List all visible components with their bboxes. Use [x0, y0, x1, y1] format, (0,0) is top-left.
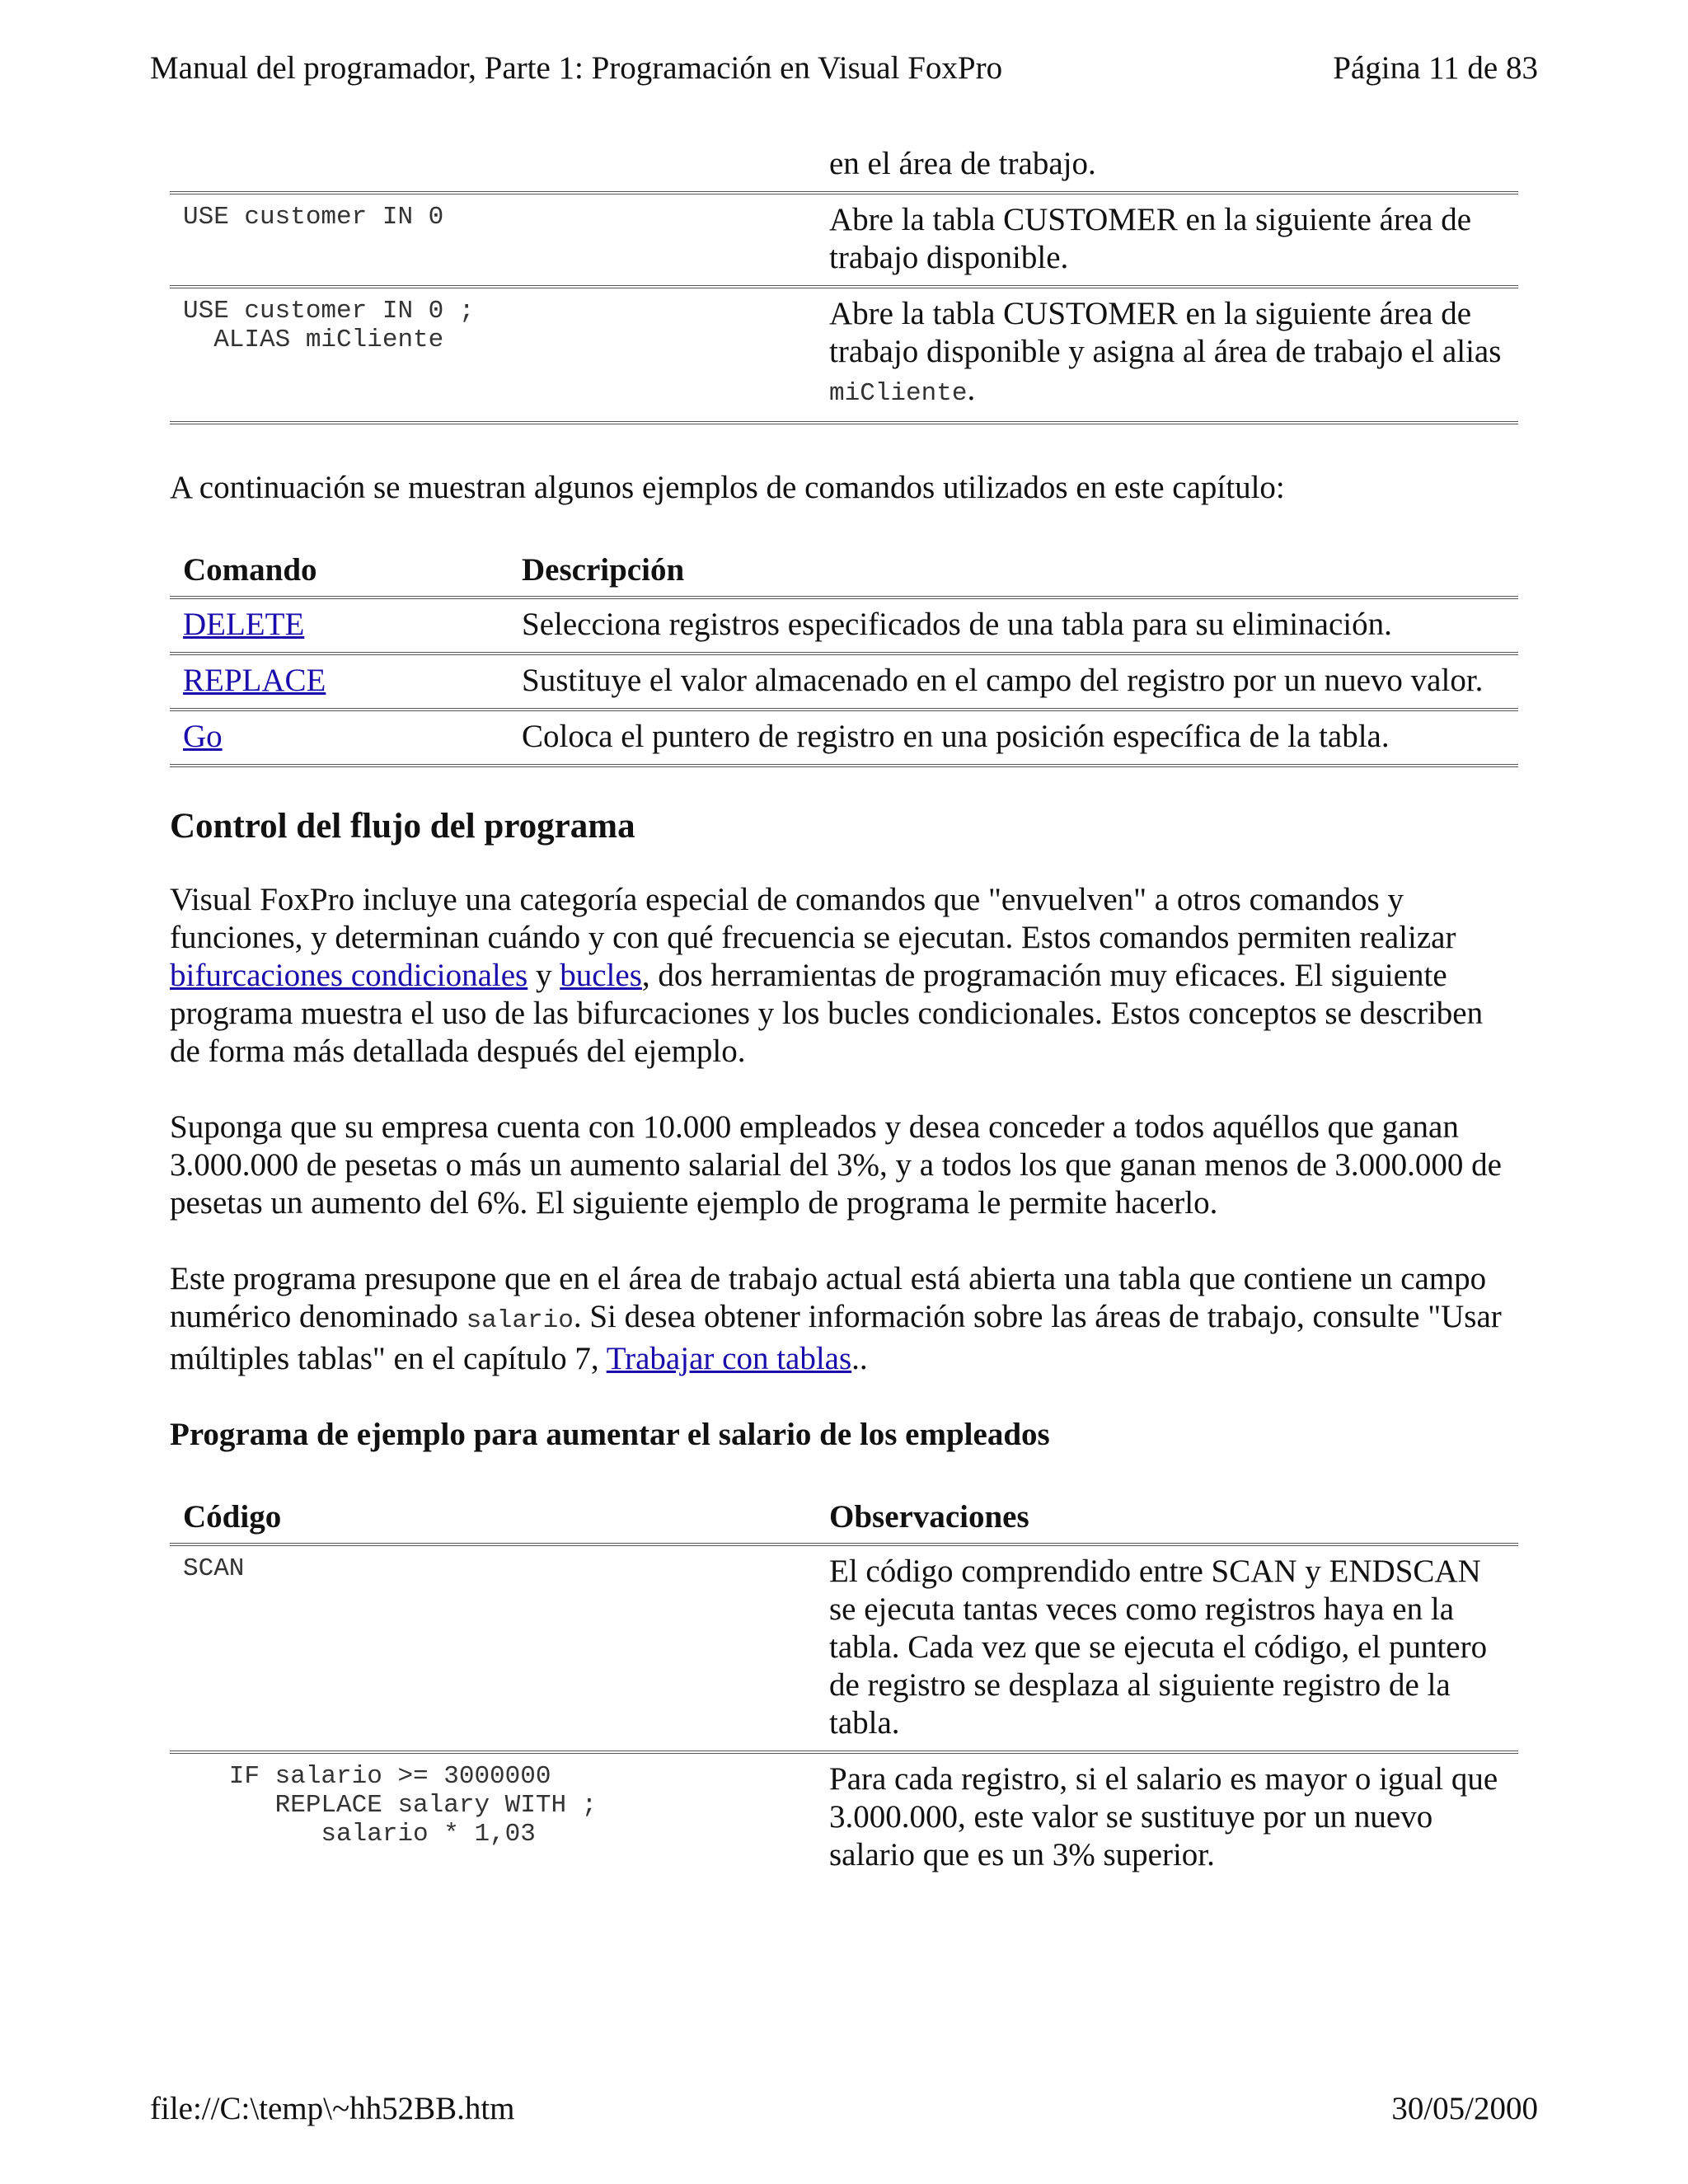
column-header-description: Descripción: [522, 552, 685, 588]
intro-paragraph: A continuación se muestran algunos ejemplos de comandos utilizados en este capítulo:: [170, 470, 1285, 505]
code-cell: SCAN: [183, 1554, 245, 1583]
column-header-notes: Observaciones: [829, 1499, 1029, 1535]
paragraph-text: Visual FoxPro incluye una categoría especial de comandos que "envuelven" a otros comandos y funciones, y determinan cuándo y con qué frecuencia se ejecutan. Estos comandos permiten realizar: [170, 882, 1456, 955]
table-row: [170, 1752, 1518, 1882]
notes-cell: Para cada registro, si el salario es mayor o igual que 3.000.000, este valor se sustituye por un nuevo salario que es un 3% superior.: [829, 1761, 1498, 1872]
table-row: [170, 710, 1518, 766]
document-title: Manual del programador, Parte 1: Programación en Visual FoxPro: [150, 50, 1003, 86]
description-text: .: [967, 372, 976, 407]
column-header-command: Comando: [183, 552, 317, 588]
code-cell: IF salario >= 3000000 REPLACE salary WITH ; salario * 1,03: [228, 1762, 598, 1849]
description-cell: Abre la tabla CUSTOMER en la siguiente área de trabajo disponible.: [829, 202, 1472, 275]
description-cell: Sustituye el valor almacenado en el campo del registro por un nuevo valor.: [522, 663, 1484, 698]
page-content: [170, 145, 1518, 1920]
use-command-table: [170, 145, 1518, 424]
code-cell: [170, 145, 816, 193]
command-link-delete[interactable]: DELETE: [183, 607, 305, 642]
link-conditional-branching[interactable]: bifurcaciones condicionales: [170, 958, 528, 993]
column-header-code: Código: [183, 1499, 282, 1535]
table-row: [170, 1544, 1518, 1752]
description-cell: [816, 287, 1518, 423]
paragraph-flow-control: [170, 881, 1518, 1071]
example-subheading: Programa de ejemplo para aumentar el salario de los empleados: [170, 1417, 1050, 1452]
paragraph-text: , dos herramientas de programación muy eficaces. El siguiente programa muestra el uso de las bifurcaciones y los bucles condicionales. Estos conceptos se describen de forma más detallada después del ejemplo.: [170, 958, 1484, 1069]
command-cell: [170, 654, 509, 710]
command-cell: [170, 710, 509, 766]
description-cell: en el área de trabajo.: [829, 146, 1096, 181]
commands-table: [170, 545, 1518, 767]
paragraph-text: Este programa presupone que en el área de trabajo actual está abierta una tabla que contiene un campo numérico denominado: [170, 1261, 1487, 1334]
command-link-go[interactable]: Go: [183, 719, 223, 754]
description-cell: Selecciona registros especificados de una tabla para su eliminación.: [522, 607, 1392, 642]
code-cell: USE customer IN 0 ; ALIAS miCliente: [183, 297, 475, 354]
inline-code: miCliente: [829, 379, 968, 408]
page-header: [150, 49, 1538, 87]
table-row: [170, 598, 1518, 654]
code-example-table: [170, 1492, 1518, 1882]
paragraph-text: . Si desea obtener información sobre las áreas de trabajo, consulte "Usar múltiples tablas" en el capítulo 7,: [170, 1299, 1502, 1376]
page-footer: [150, 2090, 1538, 2128]
print-date: 30/05/2000: [1391, 2091, 1538, 2126]
table-row: [170, 287, 1518, 423]
description-text: Abre la tabla CUSTOMER en la siguiente área de trabajo disponible y asigna al área de trabajo el alias: [829, 296, 1502, 369]
inline-code: salario: [466, 1306, 574, 1335]
paragraph-salary-example: Suponga que su empresa cuenta con 10.000 empleados y desea conceder a todos aquéllos que ganan 3.000.000 de pesetas o más un aumento salarial del 3%, y a todos los que ganan menos de 3.000.000 de pesetas un aumento del 6%. El siguiente ejemplo de programa le permite hacerlo.: [170, 1109, 1502, 1221]
table-row: [170, 145, 1518, 193]
page-number: Página 11 de 83: [1333, 50, 1538, 86]
section-title: Control del flujo del programa: [170, 807, 635, 846]
file-path: file://C:\temp\~hh52BB.htm: [150, 2091, 515, 2126]
link-working-with-tables[interactable]: Trabajar con tablas: [606, 1341, 852, 1376]
table-header-row: [170, 545, 1518, 598]
paragraph-text: y: [528, 958, 560, 993]
command-cell: [170, 598, 509, 654]
notes-cell: El código comprendido entre SCAN y ENDSCAN se ejecuta tantas veces como registros haya en la tabla. Cada vez que se ejecuta el código, el puntero de registro se desplaza al siguiente registro de la tabla.: [829, 1554, 1488, 1741]
table-row: [170, 193, 1518, 287]
command-link-replace[interactable]: REPLACE: [183, 663, 326, 698]
description-cell: Coloca el puntero de registro en una posición específica de la tabla.: [522, 719, 1390, 754]
table-header-row: [170, 1492, 1518, 1544]
paragraph-text: ..: [851, 1341, 868, 1376]
link-loops[interactable]: bucles: [560, 958, 642, 993]
code-cell: USE customer IN 0: [183, 203, 444, 232]
paragraph-table-assumption: [170, 1260, 1518, 1378]
table-row: [170, 654, 1518, 710]
